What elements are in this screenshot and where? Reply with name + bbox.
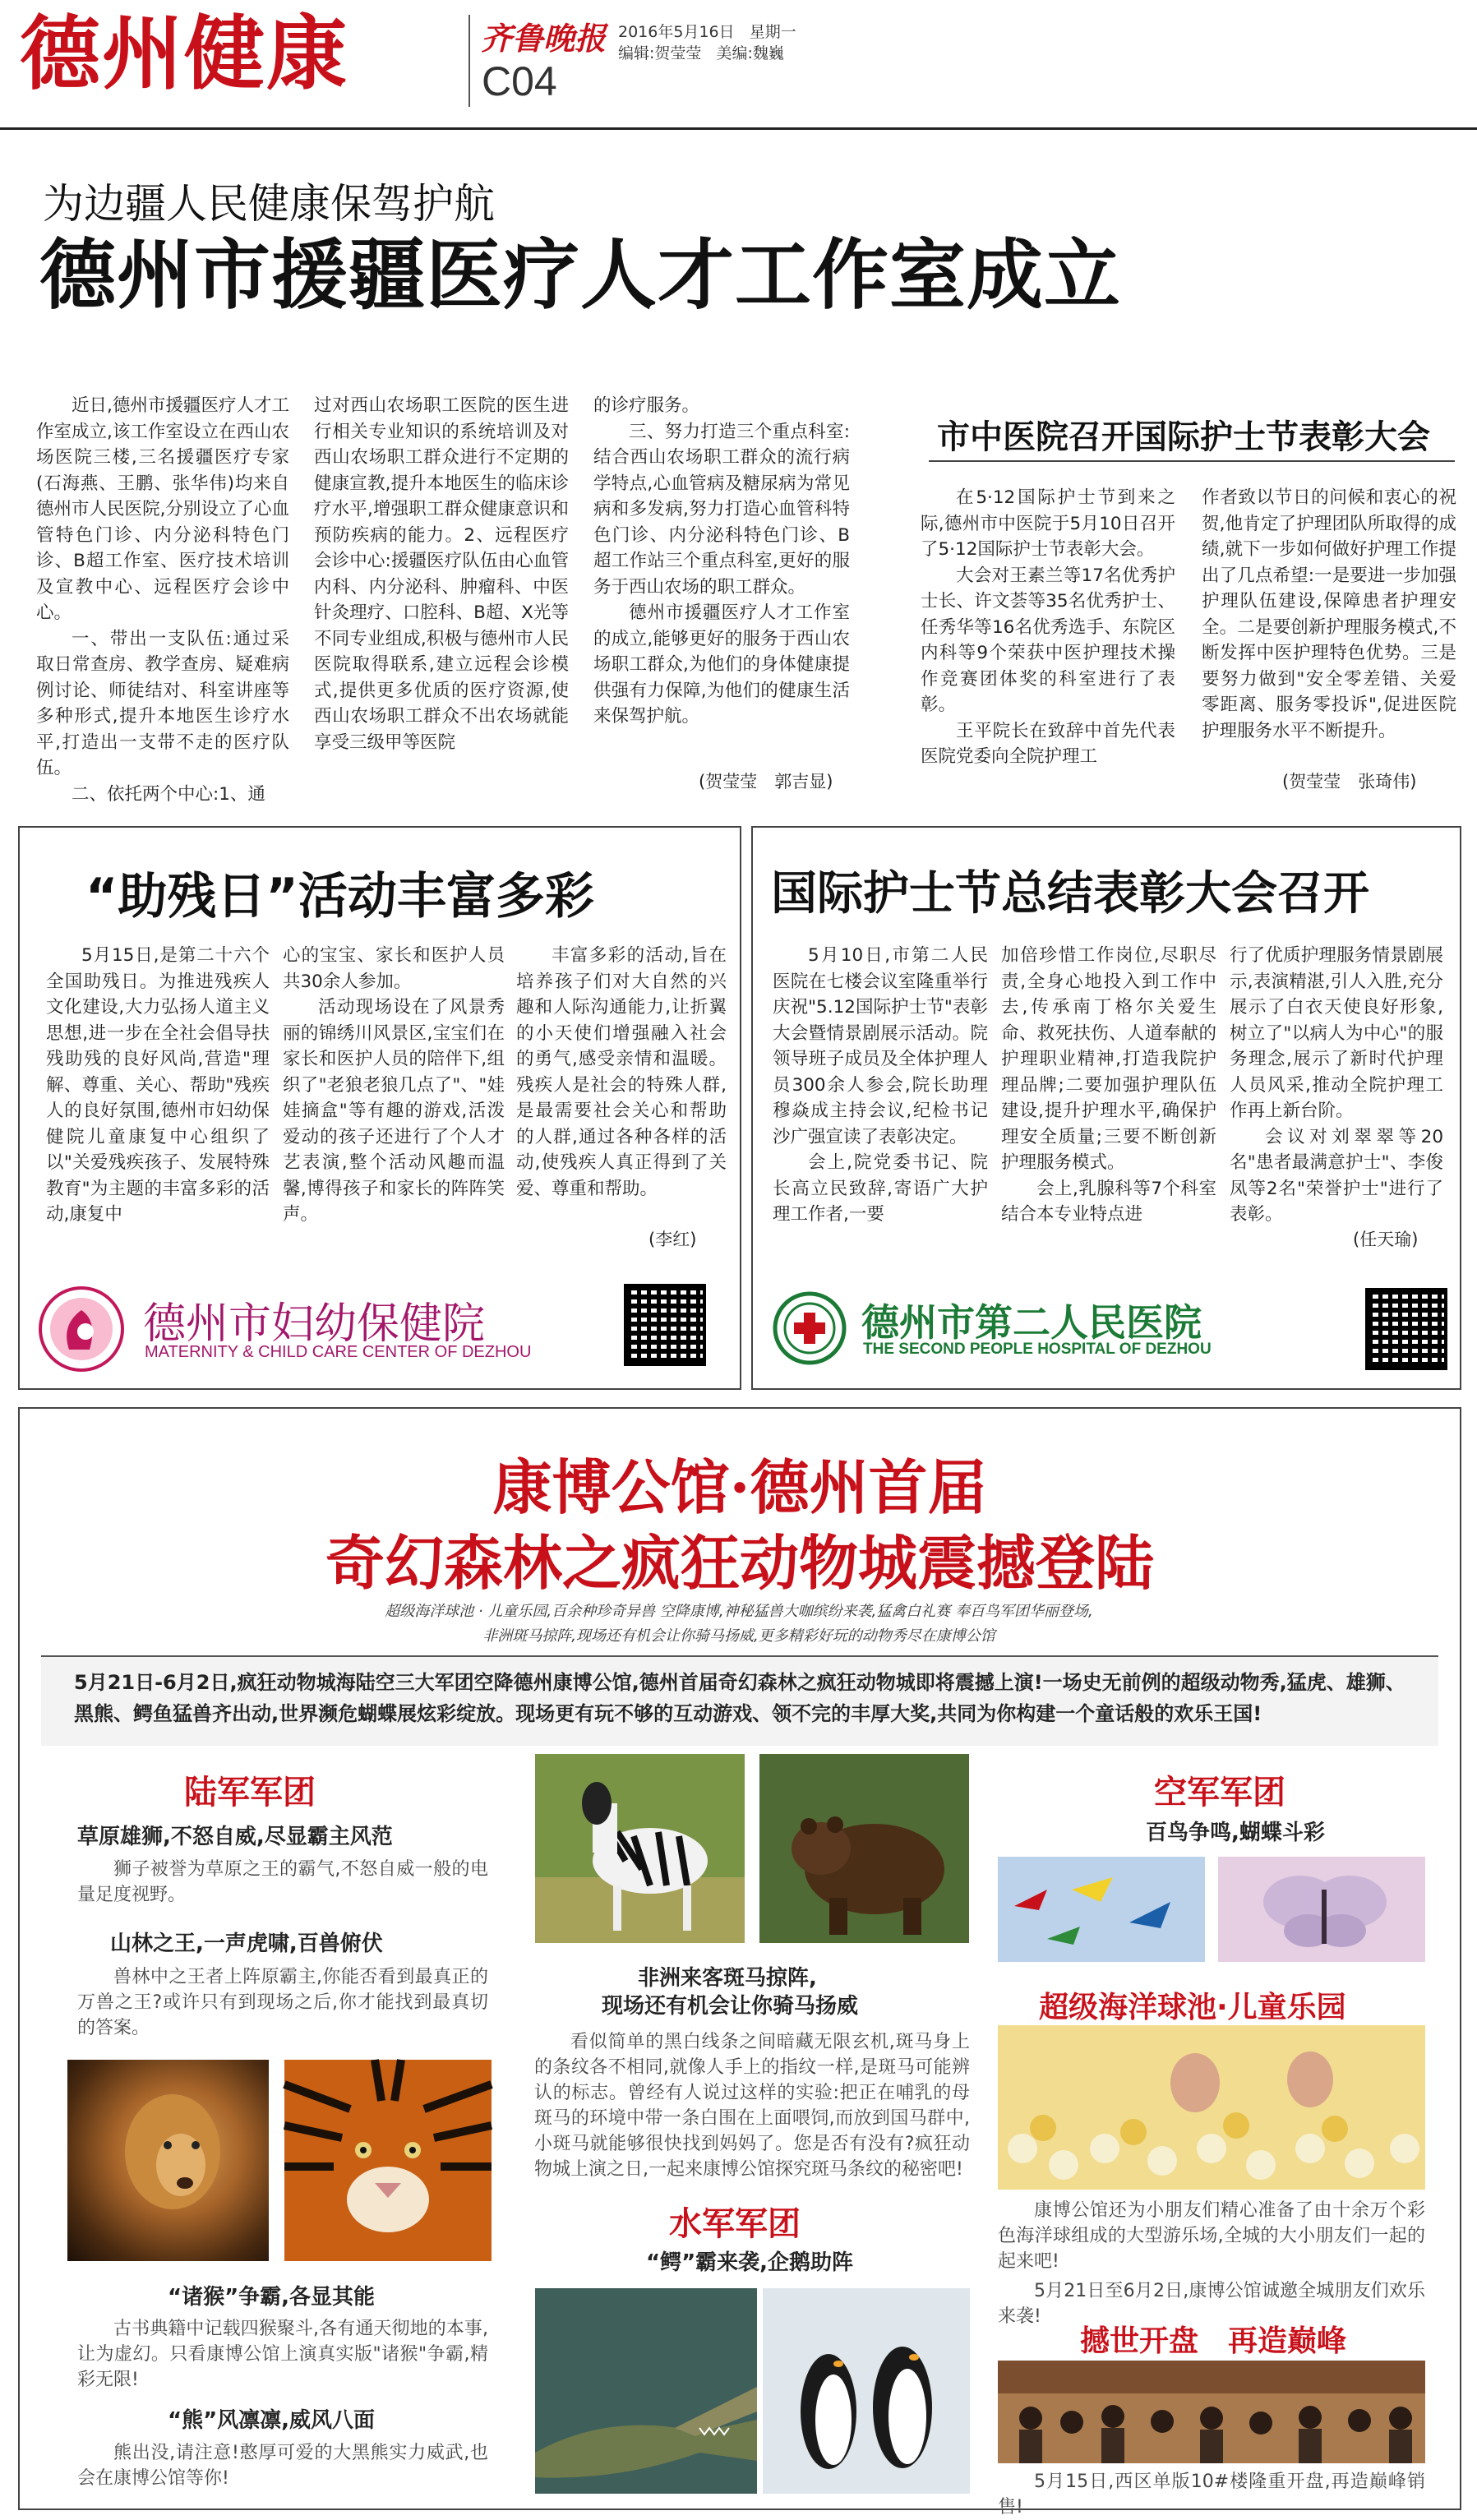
army-paragraph-tiger: 兽林中之王者上阵原霸主,你能否看到最真正的万兽之王?或许只有到现场之后,你才能找到最真切的答案。 xyxy=(77,1967,488,2038)
open-title: 撼世开盘 再造巅峰 xyxy=(1080,2324,1347,2358)
nurse-summary-box xyxy=(751,826,1461,1390)
birds-photo xyxy=(998,1857,1205,1962)
butterfly-photo xyxy=(1218,1857,1425,1962)
lead-signature: (贺莹莹 郭吉显) xyxy=(699,772,833,792)
army-title: 陆军军团 xyxy=(184,1774,316,1812)
penguin-photo xyxy=(763,2288,970,2494)
lead-column-3: 的诊疗服务。 三、努力打造三个重点科室:结合西山农场职工群众的流行病学特点,心血管病及糖尿病为常见病和多发病,努力打造心血管科特色门诊、内分泌科特色门诊、B超工作站三个重点科室,更好的服务于西山农场的职工群众。 德州市援疆医疗人才工作室的成立,能够更好的服务于西山农场职工群众,为他们的身体健康提供强有力保障,为他们的健康生活来保驾护航。 xyxy=(593,395,850,727)
army-sub-bear: “熊”风凛凛,威风八面 xyxy=(168,2408,376,2433)
maternity-name-cn: 德州市妇幼保健院 xyxy=(143,1299,486,1349)
ball-pit-icon xyxy=(998,2025,1425,2190)
disability-day-headline: “助残日”活动丰富多彩 xyxy=(85,868,594,925)
maternity-emblem-icon xyxy=(36,1284,127,1374)
crocodile-icon xyxy=(535,2288,757,2494)
editor-credits: 编辑:贺莹莹 美编:魏巍 xyxy=(618,44,784,62)
ad-tagline-1: 超级海洋球池 · 儿童乐园,百余种珍奇异兽 空降康博,神秘猛兽大咖缤纷来袭,猛禽白礼赛 奉百鸟军团华丽登场, xyxy=(385,1603,1093,1620)
lion-photo xyxy=(67,2060,269,2261)
disability-day-box xyxy=(18,826,741,1390)
nurse-meeting-column-1: 在5·12国际护士节到来之际,德州市中医院于5月10日召开了5·12国际护士节表彰大会。 大会对王素兰等17名优秀护士长、许文荟等35名优秀护士、任秀华等16名优秀选手、东院区内科等9个荣获中医护理技术操作竞赛团体奖的科室进行了表彰。 王平院长在致辞中首先代表医院党委向全院护理工 xyxy=(921,487,1175,767)
ad-title-line-1: 康博公馆·德州首届 xyxy=(492,1452,987,1522)
ad-banner-text: 5月21日-6月2日,疯狂动物城海陆空三大军团空降德州康博公馆,德州首届奇幻森林之疯狂动物城即将震撼上演!一场史无前例的超级动物秀,猛虎、雄狮、黑熊、鳄鱼猛兽齐出动,世界濒危蝴蝶展炫彩绽放。现场更有玩不够的互动游戏、领不完的丰厚大奖,共同为你构建一个童话般的欢乐王国! xyxy=(74,1671,1405,1725)
zebra-sub-line-2: 现场还有机会让你骑马扬威 xyxy=(602,1994,859,2019)
navy-sub: “鳄”霸来袭,企鹅助阵 xyxy=(646,2250,854,2275)
ocean-title: 超级海洋球池·儿童乐园 xyxy=(1039,1991,1346,2024)
nurse-summary-column-2: 加倍珍惜工作岗位,尽职尽责,全身心地投入到工作中去,传承南丁格尔关爱生命、救死扶伤、人道奉献的护理职业精神,打造我院护理品牌;二要加强护理队伍建设,提升护理水平,确保护理安全质量;三要不断创新护理服务模式。 会上,乳腺科等7个科室结合本专业特点进 xyxy=(1001,945,1216,1225)
disability-column-2: 心的宝宝、家长和医护人员共30余人参加。 活动现场设在了风景秀丽的锦绣川风景区,宝宝们在家长和医护人员的陪伴下,组织了"老狼老狼几点了"、"娃娃摘盒"等有趣的游戏,活泼爱动的孩子还进行了个人才艺表演,整个活动风趣而温馨,博得孩子和家长的阵阵笑声。 xyxy=(283,945,505,1225)
tiger-photo xyxy=(284,2060,492,2261)
ocean-paragraph-2: 5月21日至6月2日,康博公馆诚邀全城朋友们欢乐来袭! xyxy=(998,2281,1425,2327)
section-title: 德州健康 xyxy=(20,7,349,101)
second-hospital-name-en: THE SECOND PEOPLE HOSPITAL OF DEZHOU xyxy=(863,1341,1212,1358)
maternity-hospital-logo xyxy=(36,1284,710,1374)
air-title: 空军军团 xyxy=(1154,1774,1285,1812)
crowd-icon xyxy=(998,2361,1425,2463)
sales-event-photo xyxy=(998,2361,1425,2463)
nurse-summary-column-3: 行了优质护理服务情景剧展示,表演精湛,引人入胜,充分展示了白衣天使良好形象,树立了"以病人为中心"的服务理念,展示了新时代护理人员风采,推动全院护理工作再上新台阶。 会议对刘翠翠等20名"患者最满意护士"、李俊凤等2名"荣誉护士"进行了表彰。 xyxy=(1230,945,1443,1225)
disability-column-3: 丰富多彩的活动,旨在培养孩子们对大自然的兴趣和人际沟通能力,让折翼的小天使们增强融入社会的勇气,感受亲情和温暖。残疾人是社会的特殊人群,是最需要社会关心和帮助的人群,通过各种各样的活动,使残疾人真正得到了关爱、尊重和帮助。 xyxy=(516,945,727,1199)
army-paragraph-bear: 熊出没,请注意!憨厚可爱的大黑熊实力威武,也会在康博公馆等你! xyxy=(77,2443,488,2489)
nurse-meeting-rule xyxy=(929,460,1455,462)
lead-column-1: 近日,德州市援疆医疗人才工作室成立,该工作室设立在西山农场医院三楼,三名援疆医疗专家(石海燕、王鹏、张华伟)均来自德州市人民医院,分别设立了心血管特色门诊、内分泌科特色门诊、B超工作室、医疗技术培训及宣教中心、远程医疗会诊中心。 一、带出一支队伍:通过采取日常查房、教学查房、疑难病例讨论、师徒结对、科室讲座等多种形式,提升本地医生诊疗水平,打造出一支带不走的医疗队伍。 二、依托两个中心:1、通 xyxy=(36,395,289,805)
nurse-meeting-headline: 市中医院召开国际护士节表彰大会 xyxy=(937,418,1430,456)
ad-banner xyxy=(41,1655,1438,1746)
bear-icon xyxy=(759,1754,969,1943)
lion-icon xyxy=(67,2060,269,2261)
penguin-icon xyxy=(763,2288,970,2494)
issue-date: 2016年5月16日 星期一 xyxy=(618,23,796,41)
air-sub: 百鸟争鸣,蝴蝶斗彩 xyxy=(1146,1821,1325,1845)
bear-photo xyxy=(759,1754,969,1943)
nurse-meeting-signature: (贺莹莹 张琦伟) xyxy=(1282,772,1417,792)
nurse-summary-signature: (任天瑜) xyxy=(1353,1230,1419,1249)
nurse-meeting-column-2: 作者致以节日的问候和衷心的祝贺,他肯定了护理团队所取得的成绩,就下一步如何做好护理工作提出了几点希望:一是要进一步加强护理队伍建设,保障患者护理安全。二是要创新护理服务模式,不断发挥中医护理特色优势。三是要努力做到"安全零差错、关爱零距离、服务零投诉",促进医院护理服务水平不断提升。 xyxy=(1202,487,1456,741)
nurse-summary-headline: 国际护士节总结表彰大会召开 xyxy=(771,867,1369,921)
masthead-divider xyxy=(468,15,470,107)
zebra-icon xyxy=(535,1754,745,1943)
ad-title-line-2: 奇幻森林之疯狂动物城震撼登陆 xyxy=(325,1528,1154,1598)
lead-headline: 德州市援疆医疗人才工作室成立 xyxy=(39,231,1121,320)
second-hospital-qr-code[interactable] xyxy=(1365,1288,1447,1370)
paper-name-logo: 齐鲁晚报 xyxy=(481,20,607,57)
maternity-qr-code[interactable] xyxy=(624,1284,706,1366)
lead-kicker: 为边疆人民健康保驾护航 xyxy=(43,180,495,228)
crocodile-photo xyxy=(535,2288,757,2494)
ad-tagline-2: 非洲斑马掠阵,现场还有机会让你骑马扬威,更多精彩好玩的动物秀尽在康博公馆 xyxy=(482,1627,995,1645)
zebra-paragraph: 看似简单的黑白线条之间暗藏无限玄机,斑马身上的条纹各不相同,就像人手上的指纹一样,是斑马可能辨认的标志。曾经有人说过这样的实验:把正在哺乳的母斑马的环境中带一条白围在上面喂饲,而放到国马群中,小斑马就能够很快找到妈妈了。您是否有没有?疯狂动物城上演之日,一起来康博公馆探究斑马条纹的秘密吧! xyxy=(534,2032,970,2180)
zebra-sub-line-1: 非洲来客斑马掠阵, xyxy=(638,1966,817,1991)
army-sub-monkey: “诸猴”争霸,各显其能 xyxy=(168,2285,376,2310)
navy-title: 水军军团 xyxy=(669,2205,801,2243)
page-number: C04 xyxy=(482,58,557,104)
red-cross-emblem-icon xyxy=(773,1291,847,1365)
kangbo-ad-box xyxy=(18,1407,1461,2518)
second-hospital-name-cn: 德州市第二人民医院 xyxy=(861,1300,1202,1345)
army-paragraph-lion: 狮子被誉为草原之王的霸气,不怒自威一般的电量足度视野。 xyxy=(77,1859,488,1905)
open-paragraph: 5月15日,西区单版10#楼隆重开盘,再造巅峰销售! xyxy=(998,2472,1425,2518)
disability-signature: (李红) xyxy=(648,1230,697,1249)
second-hospital-logo xyxy=(769,1288,1443,1370)
birds-icon xyxy=(998,1857,1205,1962)
disability-column-1: 5月15日,是第二十六个全国助残日。为推进残疾人文化建设,大力弘扬人道主义思想,进一步在全社会倡导扶残助残的良好风尚,营造"理解、尊重、关心、帮助"残疾人的良好氛围,德州市妇幼保健院儿童康复中心组织了以"关爱残疾孩子、发展特殊教育"为主题的丰富多彩的活动,康复中 xyxy=(46,945,270,1225)
tiger-icon xyxy=(284,2060,492,2261)
maternity-name-en: MATERNITY & CHILD CARE CENTER OF DEZHOU xyxy=(145,1343,532,1361)
army-paragraph-monkey: 古书典籍中记载四猴聚斗,各有通天彻地的本事,让为虚幻。只看康博公馆上演真实版"诸猴"争霸,精彩无限! xyxy=(77,2319,488,2390)
lead-column-2: 过对西山农场职工医院的医生进行相关专业知识的系统培训及对西山农场职工群众进行不定期的健康宣教,提升本地医生的临床诊疗水平,增强职工群众健康意识和预防疾病的能力。2、远程医疗会诊中心:援疆医疗队伍由心血管内科、内分泌科、肿瘤科、中医针灸理疗、口腔科、B超、X光等不同专业组成,积极与德州市人民医院取得联系,建立远程会诊模式,提供更多优质的医疗资源,使西山农场职工群众不出农场就能享受三级甲等医院 xyxy=(314,395,569,753)
butterfly-icon xyxy=(1218,1857,1425,1962)
nurse-summary-column-1: 5月10日,市第二人民医院在七楼会议室隆重举行庆祝"5.12国际护士节"表彰大会暨情景剧展示活动。院领导班子成员及全体护理人员300余人参会,院长助理穆焱成主持会议,纪检书记沙广强宣读了表彰决定。 会上,院党委书记、院长高立民致辞,寄语广大护理工作者,一要 xyxy=(773,945,988,1225)
zebra-photo xyxy=(535,1754,745,1943)
ocean-paragraph: 康博公馆还为小朋友们精心准备了由十余万个彩色海洋球组成的大型游乐场,全城的大小朋友们一起的起来吧! xyxy=(998,2200,1425,2272)
army-sub-lion: 草原雄狮,不怒自威,尽显霸主风范 xyxy=(77,1825,393,1849)
army-sub-tiger: 山林之王,一声虎啸,百兽俯伏 xyxy=(110,1932,383,1956)
masthead-rule xyxy=(0,127,1477,130)
ball-pit-photo xyxy=(998,2025,1425,2190)
